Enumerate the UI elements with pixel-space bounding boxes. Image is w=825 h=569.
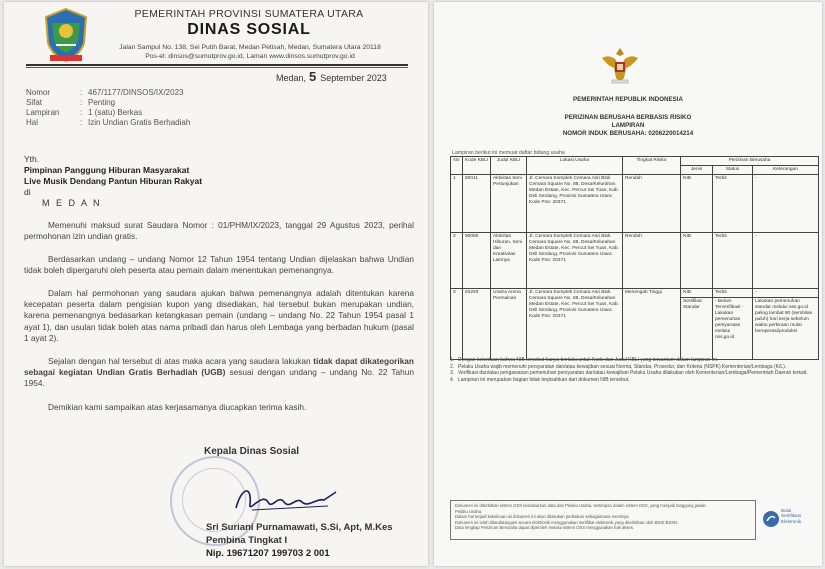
col-lokasi: Lokasi Usaha (527, 157, 623, 175)
nib-attachment-page (434, 2, 822, 566)
date-city: Medan, (276, 73, 307, 83)
meta-key: Hal (26, 118, 39, 127)
col-jenis: Jenis (681, 166, 713, 175)
note-number: 2. (450, 363, 455, 370)
cell-no: 3 (451, 289, 463, 360)
cell-judul: Aktivitas Hiburan, Seni dan Kreativitas Lainnya (491, 233, 527, 289)
note-item (450, 370, 818, 377)
paragraph-4 (24, 356, 414, 390)
meta-row: Lampiran : 1 (satu) Berkas (26, 108, 143, 117)
note-item (450, 357, 818, 364)
recipient-line2: Live Musik Dendang Pantun Hiburan Rakyat (24, 176, 203, 186)
doc-title: PERIZINAN BERUSAHA BERBASIS RISIKO (564, 114, 692, 121)
note-number: 1. (450, 357, 455, 363)
bsre-label (781, 508, 801, 524)
footer-line: Data lengkap Perizinan Berusaha dapat diperoleh melalui sistem OSS menggunakan hak akses. (455, 525, 635, 531)
col-kode: Kode KBLI (463, 157, 491, 175)
date-day: 5 (309, 69, 317, 84)
meta-value: Penting (88, 98, 116, 107)
footer-line: Pelaku Usaha. (455, 508, 483, 514)
footer-line: Dokumen ini diterbitkan sistem OSS berdasarkan data dari Pelaku Usaha, tersimpan dalam sistem OSS, yang menjadi tanggung jawab (455, 503, 706, 508)
signatory-title: Kepala Dinas Sosial (204, 446, 300, 457)
table-row (451, 175, 819, 233)
notes-list (450, 357, 818, 383)
meta-value: Izin Undian Gratis Berhadiah (88, 118, 191, 127)
cell-keterangan: - (753, 289, 819, 298)
meta-value: 1 (satu) Berkas (88, 108, 143, 117)
meta-key: Sifat (26, 98, 43, 107)
col-judul: Judul KBLI (491, 157, 527, 175)
cell-status: Terbit (713, 233, 753, 289)
cell-status: Terbit (713, 175, 753, 233)
letterhead-address (100, 43, 400, 61)
kbli-table (450, 156, 819, 360)
paragraph-4-text: Sejalan dengan hal tersebut di atas maka acara yang saudara lakukan (48, 356, 314, 366)
cell-jenis: NIB (681, 289, 713, 298)
recipient-city: M E D A N (42, 198, 102, 208)
letter-date (276, 69, 387, 84)
cell-jenis: NIB (681, 175, 713, 233)
doc-nib-number: NOMOR INDUK BERUSAHA: 0206220014214 (562, 130, 694, 137)
cell-keterangan: - (753, 175, 819, 233)
recipient-salutation: Yth. (24, 154, 40, 164)
bsre-line: Sertifikasi (781, 513, 801, 519)
letterhead-rule (26, 64, 408, 66)
footer-line: Dalam hal terjadi kekeliruan isi dokumen ini akan dilakukan perbaikan sebagaimana mestinya. (455, 514, 630, 520)
note-item (450, 377, 818, 384)
cell-jenis: NIB (681, 233, 713, 289)
paragraph-5: Demikian kami sampaikan atas kerjasamanya diucapkan terima kasih. (48, 402, 307, 412)
letterhead-agency: DINAS SOSIAL (187, 21, 311, 38)
col-risiko: Tingkat Risiko (623, 157, 681, 175)
meta-row: Sifat : Penting (26, 98, 116, 107)
recipient (24, 154, 202, 198)
cell-lokasi: Jl. Cemara Komplek Cemara Asri Blok Cemara Square No. 88, Desa/Kelurahan Medan Estate, Kec. Percut Sei Tuan, Kab. Deli Serdang, Provinsi Sumatera Utara Kode Pos: 20371 (527, 175, 623, 233)
letterhead-rule-thin (26, 67, 408, 68)
cell-lokasi: Jl. Cemara Komplek Cemara Asri Blok Cemara Square No. 88, Desa/Kelurahan Medan Estate, Kec. Percut Sei Tuan, Kab. Deli Serdang, Provinsi Sumatera Utara Kode Pos: 20371 (527, 289, 623, 360)
col-no: No (451, 157, 463, 175)
col-perizinan: Perizinan Berusaha (681, 157, 819, 166)
note-text: Pelaku Usaha wajib memenuhi persyaratan dan/atau kewajiban sesuai Norma, Standar, Prosedur, dan Kriteria (NSPK) Kementerian/Lembaga (K/L). (458, 363, 787, 370)
recipient-di: di (24, 187, 31, 197)
paragraph-4-text-end: sesuai dengan undang – undang No. 22 Tahun 1954. (24, 367, 414, 389)
footer-line: Dokumen ini telah ditandatangani secara elektronik menggunakan sertifikat elektronik yang diterbitkan oleh BSrE-BSSN. (455, 519, 679, 525)
cell-kode: 90011 (463, 175, 491, 233)
doc-subtitle: LAMPIRAN (611, 122, 645, 129)
meta-key: Nomor (26, 88, 51, 97)
paragraph-3: Dalam hal permohonan yang saudara ajukan bahwa pemenangnya adalah ditentukan karena kecepatan peserta dalam pengisian kupon yang disediakan, hal tersebut bukan merupakan undian, karena pemenangnya bedasarkan ketangkasan pemain (undang – undang No. 22 Tahun 1954 pasal 1 ayat 1), dan usulan tidak boleh atas nama pribadi dan harus oleh Lembaga yang berbadan hukum (pasal 1 ayat 2). (24, 288, 414, 343)
bsre-logo-icon (762, 510, 780, 528)
paragraph-4-emphasis: tidak dapat dikategorikan sebagai kegiatan Undian Gratis Berhadiah (UGB) (24, 356, 414, 378)
contact-line: Pos-el: dinsos@sumutprov.go.id, Laman www.dinsos.sumutprov.go.id (145, 53, 355, 60)
province-emblem-icon (42, 7, 90, 63)
cell-status: Terbit (713, 289, 753, 298)
cell-risiko: Menengah Tinggi (623, 289, 681, 360)
cell-kode: 90090 (463, 233, 491, 289)
table-row (451, 233, 819, 289)
cell-jenis: Sertifikat Standar (681, 298, 713, 360)
table-header-row (451, 157, 819, 166)
handwritten-signature (232, 480, 342, 520)
paragraph-2: Berdasarkan undang – undang Nomor 12 Tahun 1954 tentang Undian dijelaskan bahwa Undian tidak boleh dipergaruhi oleh peserta atau pemain dalam menentukan pemenangnya. (24, 254, 414, 276)
garuda-emblem-icon (598, 42, 642, 86)
bsre-line: Elektronik (781, 518, 802, 524)
col-status: Status (713, 166, 753, 175)
signatory-nip: Nip. 19671207 199703 2 001 (206, 548, 330, 559)
cell-judul: Aktivitas Seni Pertunjukan (491, 175, 527, 233)
doc-government: PEMERINTAH REPUBLIK INDONESIA (573, 96, 683, 103)
date-month-year: September 2023 (320, 73, 387, 83)
meta-row: Nomor : 467/1177/DINSOS/IX/2023 (26, 88, 184, 97)
cell-risiko: Rendah (623, 175, 681, 233)
paragraph-1: Memenuhi maksud surat Saudara Nomor : 01/PHM/IX/2023, tanggal 29 Agustus 2023, perihal permohonan izin undian gratis. (24, 220, 414, 242)
letter-page (4, 2, 428, 566)
signatory-rank: Pembina Tingkat I (206, 535, 288, 546)
recipient-line1: Pimpinan Panggung Hiburan Masyarakat (24, 165, 190, 175)
cell-status: - Belum Terverifikasi - Lakukan pemenuhan persyaratan melalui oss.go.id (713, 298, 753, 360)
note-text: Dengan ketentuan bahwa NIB tersebut hanya berlaku untuk Kode dan Judul KBLI yang tercantum dalam lampiran ini. (458, 357, 719, 363)
table-row (451, 289, 819, 298)
cell-keterangan: - (753, 233, 819, 289)
note-text: Lampiran ini merupakan bagian tidak terpisahkan dari dokumen NIB tersebut. (458, 376, 630, 383)
letterhead-government: PEMERINTAH PROVINSI SUMATERA UTARA (134, 8, 364, 20)
meta-row: Hal : Izin Undian Gratis Berhadiah (26, 118, 191, 127)
cell-keterangan: Lakukan pemenuhan standar melalui oss.go.id paling lambat 90 (sembilan puluh) hari kerja sebelum waktu perkiraan mulai beroperasi/produksi (753, 298, 819, 360)
meta-value: 467/1177/DINSOS/IX/2023 (88, 88, 184, 97)
letter-meta (26, 88, 190, 128)
note-text: Verifikasi dan/atau pengawasan pemenuhan persyaratan dan/atau kewajiban Pelaku Usaha dilakukan oleh Kementerian/Lembaga/Pemerintah Daerah terkait. (458, 370, 808, 377)
cell-lokasi: Jl. Cemara Komplek Cemara Asri Blok Cemara Square No. 88, Desa/Kelurahan Medan Estate, Kec. Percut Sei Tuan, Kab. Deli Serdang, Provinsi Sumatera Utara Kode Pos: 20371 (527, 233, 623, 289)
note-number: 4. (450, 376, 455, 383)
note-number: 3. (450, 370, 455, 377)
bsre-line: Balai (781, 508, 792, 513)
footer-disclaimer (450, 500, 756, 540)
cell-no: 2 (451, 233, 463, 289)
cell-no: 1 (451, 175, 463, 233)
meta-key: Lampiran (26, 108, 60, 117)
cell-kode: 93293 (463, 289, 491, 360)
address-line: Jalan Sampul No. 138, Sei Putih Barat, Medan Petisah, Medan, Sumatera Utara 20118 (119, 44, 381, 51)
attachment-note: Lampiran berikut ini memuat daftar bidang usaha (452, 150, 565, 156)
col-keterangan: Keterangan (753, 166, 819, 175)
cell-risiko: Rendah (623, 233, 681, 289)
signatory-name: Sri Suriani Purnamawati, S.Si, Apt, M.Kes (206, 522, 393, 533)
note-item (450, 364, 818, 371)
cell-judul: Usaha Arena Permainan (491, 289, 527, 360)
